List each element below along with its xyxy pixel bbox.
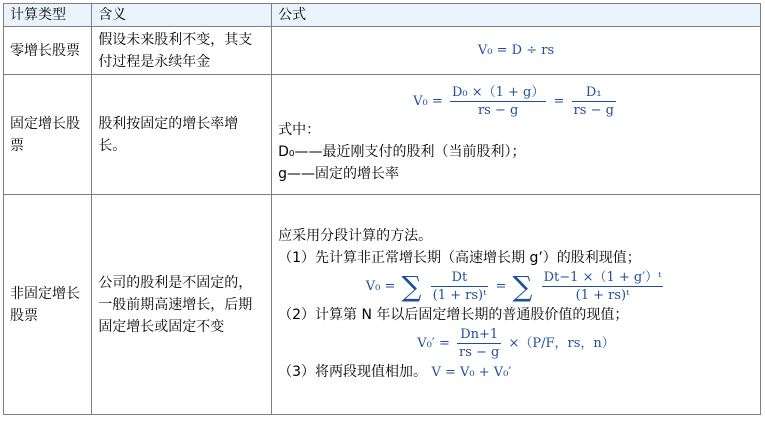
fraction-2-numerator: D₁ <box>572 84 616 102</box>
formula-1-fraction-1-numerator: Dt <box>431 269 489 287</box>
fraction-1-denominator: rs − g <box>477 103 519 118</box>
formula-1-fraction-2-denominator: (1 + rs)ᵗ <box>575 288 630 303</box>
nonconstant-step3: （3）将两段现值相加。 <box>278 364 428 380</box>
fraction-2-denominator: rs − g <box>573 103 614 118</box>
formula-nonconstant-1 <box>278 269 754 304</box>
note-d0: D₀——最近刚支付的股利（当前股利）； <box>278 144 526 160</box>
cell-type-constant: 固定增长股票 <box>4 75 92 195</box>
nonconstant-step3-line <box>278 361 754 384</box>
table-row-zero-growth <box>4 27 761 75</box>
cell-formula-constant <box>272 75 761 195</box>
formula-2-denominator: rs − g <box>458 345 500 360</box>
formula-nonconstant-2 <box>278 326 754 361</box>
table-header-row <box>4 4 761 27</box>
cell-type-nonconstant: 非固定增长股票 <box>4 195 92 415</box>
stock-valuation-table <box>3 3 761 415</box>
sum-icon: ∑ <box>512 269 533 303</box>
note-label: 式中： <box>278 122 321 138</box>
formula-constant <box>278 84 754 119</box>
nonconstant-step2: （2）计算第 N 年以后固定增长期的普通股价值的现值； <box>278 307 629 323</box>
table-row-constant-growth <box>4 75 761 195</box>
formula-sum-total: V = V₀ + V₀′ <box>431 365 512 380</box>
formula-1-equals: = <box>495 279 507 294</box>
header-meaning: 含义 <box>92 4 272 27</box>
formula-1-fraction-2-numerator: Dt−1 ×（1 + g′）ᵗ <box>543 270 662 285</box>
fraction-1-numerator: D₀ ×（1 + g） <box>451 85 545 100</box>
formula-1-fraction-2 <box>542 269 664 304</box>
cell-meaning-zero: 假设未来股利不变，其支付过程是永续年金 <box>92 27 272 75</box>
formula-2-tail: ×（P/F，rs，n） <box>508 336 615 351</box>
header-formula: 公式 <box>272 4 761 27</box>
sum-icon: ∑ <box>401 269 422 303</box>
header-type: 计算类型 <box>4 4 92 27</box>
formula-1-lhs: V₀ = <box>365 279 396 294</box>
formula-1-fraction-1-denominator: (1 + rs)ᵗ <box>432 288 487 303</box>
formula-2-fraction <box>457 326 501 361</box>
table-row-nonconstant-growth <box>4 195 761 415</box>
fraction-1 <box>450 84 546 119</box>
fraction-2 <box>572 84 616 119</box>
nonconstant-step1: （1）先计算非正常增长期（高速增长期 g’）的股利现值； <box>278 250 641 266</box>
cell-type-zero: 零增长股票 <box>4 27 92 75</box>
cell-formula-zero <box>272 27 761 75</box>
formula-2-lhs: V₀′ = <box>417 336 450 351</box>
formula-1-fraction-1 <box>431 269 489 304</box>
nonconstant-intro: 应采用分段计算的方法。 <box>278 228 433 244</box>
cell-meaning-nonconstant: 公司的股利是不固定的，一般前期高速增长，后期固定增长或固定不变 <box>92 195 272 415</box>
formula-lhs: V₀ = <box>413 94 443 109</box>
note-g: g——固定的增长率 <box>278 166 399 182</box>
formula-equals: = <box>553 94 565 109</box>
cell-formula-nonconstant <box>272 195 761 415</box>
formula-zero: V₀ = D ÷ rs <box>477 42 555 58</box>
formula-2-numerator: Dn+1 <box>457 326 501 344</box>
cell-meaning-constant: 股利按固定的增长率增长。 <box>92 75 272 195</box>
